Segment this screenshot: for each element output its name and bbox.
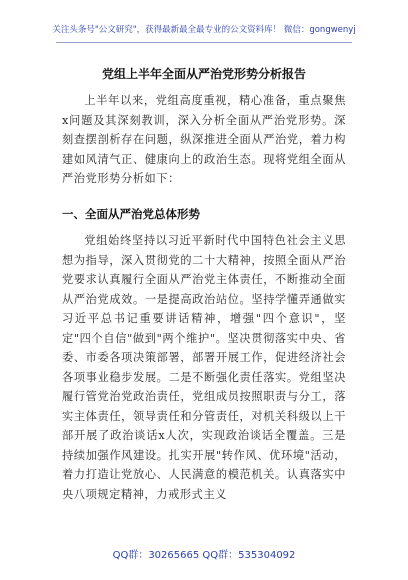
header-promo-banner: 关注头条号"公文研究"，获得最新最全最专业的公文资料库！ 微信：gongwenyj [52, 25, 356, 35]
intro-paragraph: 上半年以来，党组高度重视，精心准备，重点聚焦x问题及其深刻教训，深入分析全面从严治党形势。深刻查摆剖析存在问题，纵深推进全面从严治党，着力构建如风清气正、健康向上的政治生态。现将党组全面从严治党形势分析如下： [62, 94, 346, 185]
document-title: 党组上半年全面从严治党形势分析报告 [101, 67, 306, 81]
section-heading-overall-situation: 一、全面从严治党总体形势 [62, 207, 200, 221]
header-divider [56, 42, 352, 43]
section-paragraph-overall-situation: 党组始终坚持以习近平新时代中国特色社会主义思想为指导，深入贯彻党的二十大精神，按照全面从严治党要求认真履行全面从严治党主体责任，不断推动全面从严治党成效。一是提高政治站位。坚持学懂弄通做实习近平总书记重要讲话精神，增强"四个意识"，坚定"四个自信"做到"两个维护"。坚决贯彻落实中央、省委、市委各项决策部署，部署开展工作，促进经济社会各项事业稳步发展。二是不断强化责任落实。党组坚决履行管党治党政治责任，党组成员按照职责与分工，落实主体责任，领导责任和分管责任，对机关科级以上干部开展了政治谈话x人次，实现政治谈话全覆盖。三是持续加强作风建设。扎实开展"转作风、优环境"活动，着力打造让党放心、人民满意的模范机关。认真落实中央八项规定精神，力戒形式主义 [62, 234, 346, 501]
footer-contact-banner: QQ群：30265665 QQ群：535304092 [112, 550, 296, 561]
